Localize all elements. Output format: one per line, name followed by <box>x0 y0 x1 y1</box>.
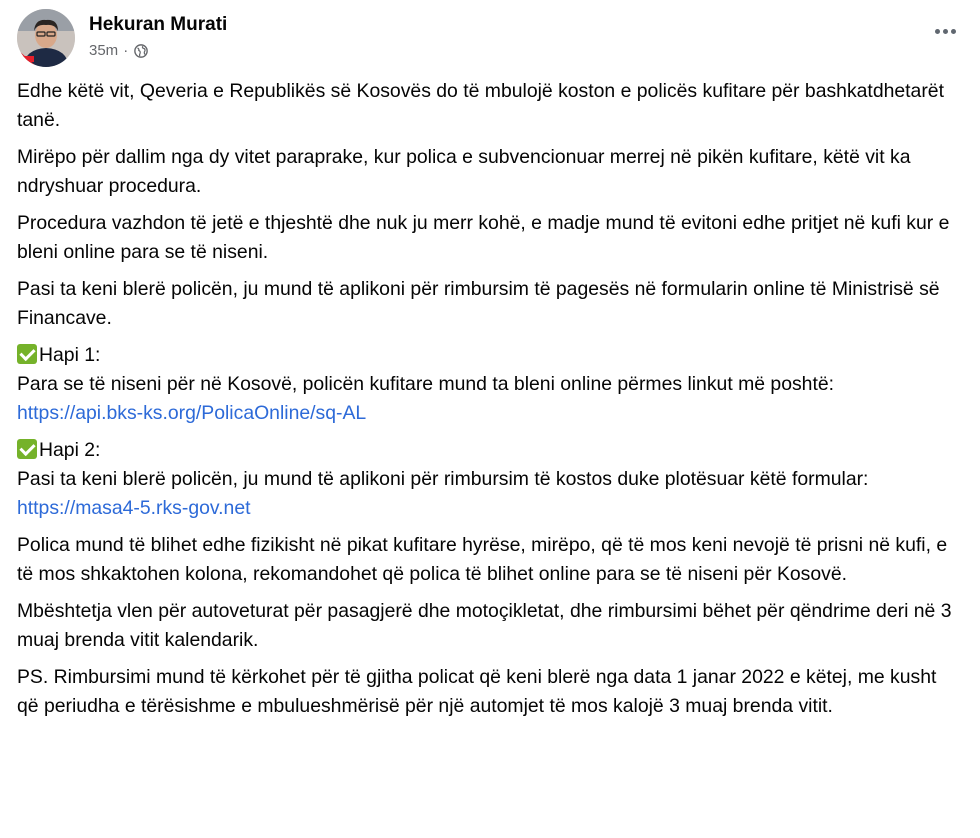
paragraph-ps: PS. Rimbursimi mund të kërkohet për të gjitha policat që keni blerë nga data 1 janar 2022 e këtej, me kusht që periudha e tërësishme e mbulueshmërisë për një automjet të mos kalojë 3 muaj brenda vitit. <box>17 666 937 717</box>
post-meta <box>89 9 227 60</box>
step-1-text: Para se të niseni për në Kosovë, policën kufitare mund ta bleni online përmes linkut më poshtë: <box>17 373 835 395</box>
step-1-link[interactable]: https://api.bks-ks.org/PolicaOnline/sq-AL <box>17 402 367 424</box>
author-name[interactable]: Hekuran Murati <box>89 14 228 35</box>
step-2-title: Hapi 2: <box>39 439 101 461</box>
globe-icon[interactable] <box>134 44 148 58</box>
paragraph-difference: Mirëpo për dallim nga dy vitet paraprake, kur polica e subvencionuar merrej në pikën kufitare, këtë vit ka ndryshuar procedura. <box>17 146 911 197</box>
step-2 <box>17 436 963 523</box>
step-1-title: Hapi 1: <box>39 344 101 366</box>
author-avatar[interactable] <box>17 9 75 67</box>
paragraph-reimbursement: Pasi ta keni blerë policën, ju mund të aplikoni për rimbursim të pagesës në formularin online të Ministrisë së Financave. <box>17 278 940 329</box>
more-dot <box>935 29 940 34</box>
avatar-image <box>17 9 75 67</box>
step-1 <box>17 341 963 428</box>
check-mark-icon <box>17 344 37 364</box>
separator-dot: · <box>123 42 129 59</box>
paragraph-support-scope: Mbështetja vlen për autoveturat për pasagjerë dhe motoçikletat, dhe rimbursimi bëhet për qëndrime deri në 3 muaj brenda vitit kalendarik. <box>17 600 952 651</box>
post-time[interactable]: 35m <box>89 42 119 59</box>
more-dot <box>943 29 948 34</box>
paragraph-intro: Edhe këtë vit, Qeveria e Republikës së Kosovës do të mbulojë koston e policës kufitare për bashkatdhetarët tanë. <box>17 80 944 131</box>
more-dot <box>951 29 956 34</box>
post-subline <box>89 42 227 60</box>
more-options-icon[interactable] <box>927 19 963 43</box>
check-mark-icon <box>17 439 37 459</box>
post-header <box>17 9 963 65</box>
step-2-text: Pasi ta keni blerë policën, ju mund të aplikoni për rimbursim të kostos duke plotësuar këtë formular: <box>17 468 869 490</box>
paragraph-physical-purchase: Polica mund të blihet edhe fizikisht në pikat kufitare hyrëse, mirëpo, që të mos keni nevojë të prisni në kufi, e të mos shkaktohen kolona, rekomandohet që polica të blihet online para se të niseni për Kosovë. <box>17 534 948 585</box>
post-body <box>17 77 963 729</box>
step-2-link[interactable]: https://masa4-5.rks-gov.net <box>17 497 251 519</box>
paragraph-procedure: Procedura vazhdon të jetë e thjeshtë dhe nuk ju merr kohë, e madje mund të evitoni edhe pritjet në kufi kur e bleni online para se të niseni. <box>17 212 950 263</box>
